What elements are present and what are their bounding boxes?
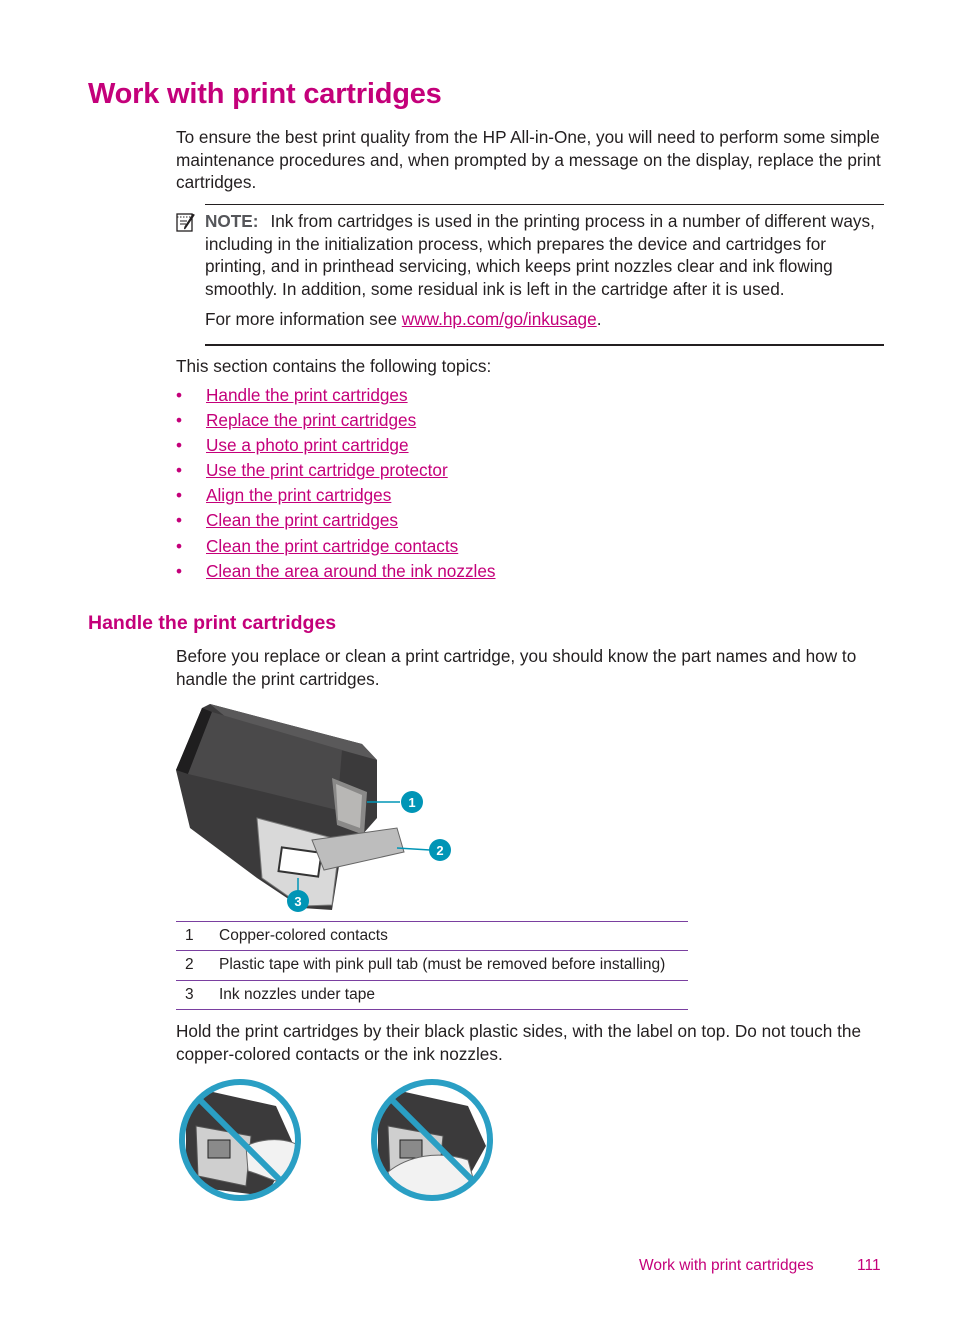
bullet: • (176, 435, 183, 456)
handling-paragraph: Hold the print cartridges by their black plastic sides, with the label on top. Do not touch the copper-colored contacts or the ink nozzles. (176, 1021, 862, 1064)
legend-text: Ink nozzles under tape (219, 985, 375, 1003)
topic-link-replace[interactable]: Replace the print cartridges (206, 410, 417, 431)
note-icon (175, 211, 197, 233)
list-item (176, 483, 496, 508)
callout-3-label: 3 (294, 894, 302, 909)
section-heading: Handle the print cartridges (88, 612, 337, 634)
topic-link-photo[interactable]: Use a photo print cartridge (206, 435, 409, 456)
topic-link-protector[interactable]: Use the print cartridge protector (206, 460, 448, 481)
list-item (176, 433, 496, 458)
topic-link-handle[interactable]: Handle the print cartridges (206, 385, 408, 405)
list-item (176, 383, 496, 408)
do-not-touch-nozzles-illustration (368, 1076, 496, 1204)
bullet: • (176, 560, 183, 581)
footer-chapter-title: Work with print cartridges (639, 1257, 814, 1274)
list-item (176, 408, 496, 433)
table-row (176, 922, 688, 951)
table-row (176, 980, 688, 1009)
topics-intro: This section contains the following topics: (176, 356, 492, 376)
do-not-touch-contacts-illustration (176, 1076, 304, 1204)
more-info (205, 308, 601, 330)
topic-link-clean[interactable]: Clean the print cartridges (206, 510, 399, 531)
callout-2-label: 2 (436, 843, 444, 858)
note-paragraph (205, 210, 889, 300)
topic-link-align[interactable]: Align the print cartridges (206, 485, 392, 506)
legend-text: Plastic tape with pink pull tab (must be removed before installing) (219, 956, 666, 974)
table-row (176, 951, 688, 980)
topic-link-nozzles[interactable]: Clean the area around the ink nozzles (206, 560, 496, 581)
bullet: • (176, 485, 183, 506)
list-item (176, 508, 496, 533)
footer-page-number: 111 (857, 1257, 881, 1274)
more-info-prefix: For more information see (205, 309, 402, 329)
list-item (176, 458, 496, 483)
note-bottom-rule (205, 344, 884, 346)
intro-paragraph: To ensure the best print quality from the HP All-in-One, you will need to perform some simple maintenance procedures and, when prompted by a message on the display, replace the print cartridges. (176, 127, 881, 192)
legend-number: 2 (185, 956, 194, 974)
cartridge-illustration (172, 700, 462, 915)
inkusage-link[interactable]: www.hp.com/go/inkusage (401, 309, 597, 329)
list-item (176, 534, 496, 559)
note-top-rule (205, 204, 884, 205)
section-intro: Before you replace or clean a print cartridge, you should know the part names and how to handle the print cartridges. (176, 646, 857, 689)
topic-link-contacts[interactable]: Clean the print cartridge contacts (206, 535, 459, 556)
legend-number: 3 (185, 985, 194, 1003)
legend-text: Copper-colored contacts (219, 927, 388, 945)
list-item (176, 559, 496, 584)
more-info-suffix: . (596, 309, 602, 329)
topics-list (176, 383, 496, 584)
bullet: • (176, 510, 183, 531)
bullet: • (176, 535, 183, 556)
bullet: • (176, 410, 183, 431)
bullet: • (176, 385, 183, 405)
bullet: • (176, 460, 183, 481)
note-body: Ink from cartridges is used in the printing process in a number of different ways, including in the initialization process, which prepares the device and cartridges for printing, and in printhead servicing, which keeps print nozzles clear and ink flowing smoothly. In addition, some residual ink is left in the cartridge after it is used. (205, 211, 875, 299)
callout-legend-table (176, 921, 688, 1010)
legend-number: 1 (185, 927, 194, 945)
callout-1-label: 1 (408, 795, 416, 810)
page-title: Work with print cartridges (88, 78, 442, 110)
note-label: NOTE: (205, 211, 259, 231)
